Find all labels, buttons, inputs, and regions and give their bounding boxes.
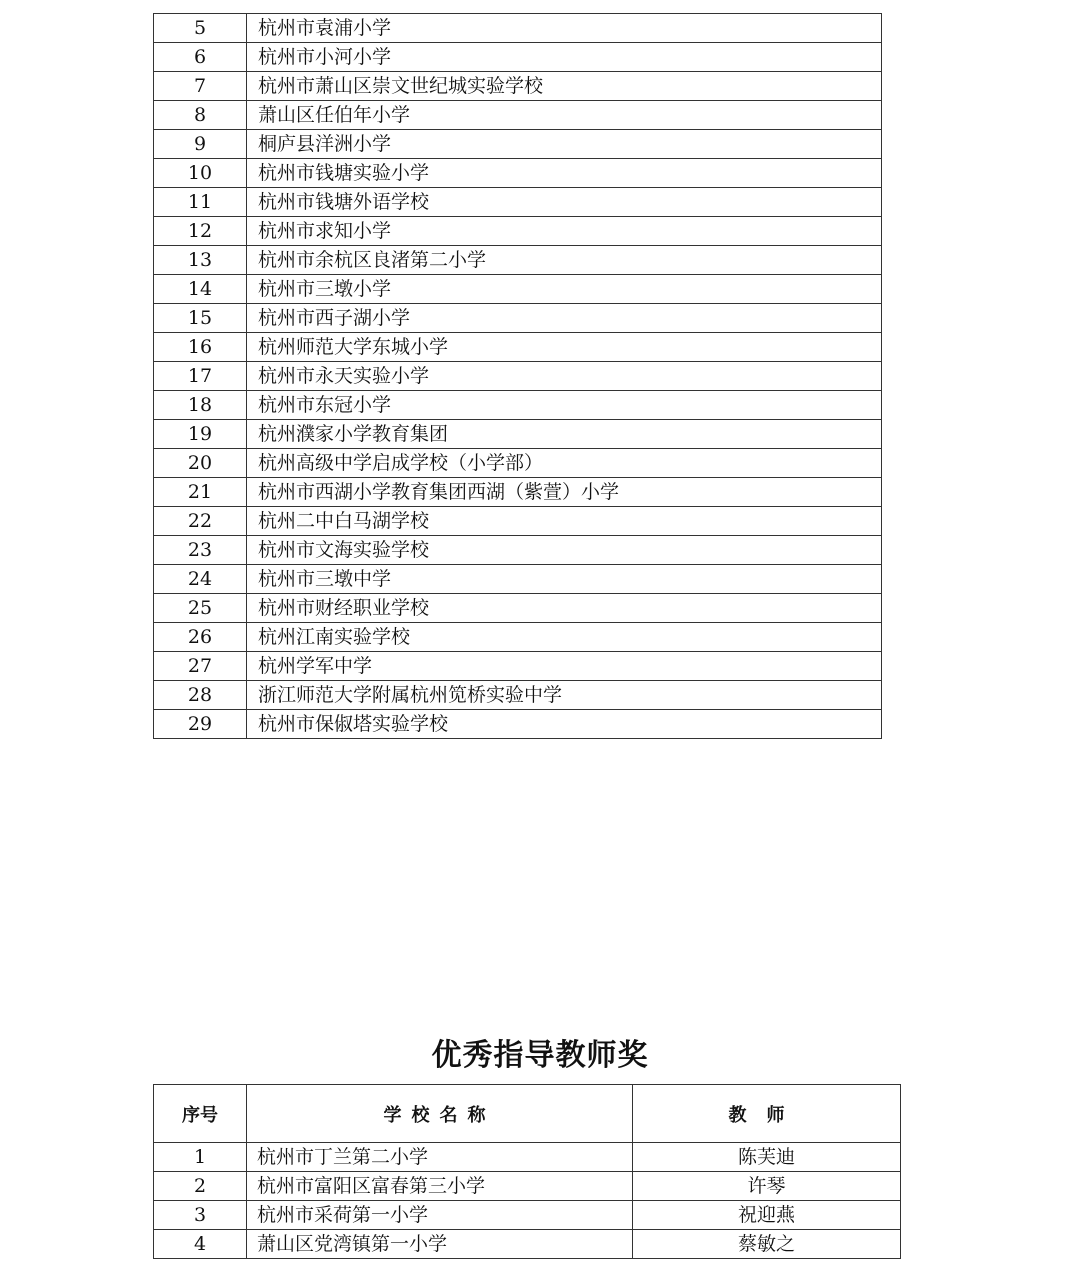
row-number: 18	[154, 391, 247, 420]
school-name: 杭州高级中学启成学校（小学部）	[247, 449, 882, 478]
table-row	[154, 710, 882, 739]
row-number: 1	[154, 1143, 247, 1172]
row-number: 8	[154, 101, 247, 130]
school-name: 浙江师范大学附属杭州笕桥实验中学	[247, 681, 882, 710]
row-number: 29	[154, 710, 247, 739]
row-number: 17	[154, 362, 247, 391]
row-number: 5	[154, 14, 247, 43]
row-number: 27	[154, 652, 247, 681]
row-number: 13	[154, 246, 247, 275]
row-number: 7	[154, 72, 247, 101]
teacher-name: 蔡敏之	[633, 1230, 901, 1259]
school-name: 杭州市萧山区崇文世纪城实验学校	[247, 72, 882, 101]
row-number: 22	[154, 507, 247, 536]
teacher-name: 陈芙迪	[633, 1143, 901, 1172]
teachers-table-body	[154, 1143, 901, 1259]
school-name: 杭州市文海实验学校	[247, 536, 882, 565]
row-number: 15	[154, 304, 247, 333]
school-name: 杭州市富阳区富春第三小学	[247, 1172, 633, 1201]
table-row	[154, 565, 882, 594]
table-row	[154, 304, 882, 333]
table-row	[154, 391, 882, 420]
school-name: 杭州市三墩中学	[247, 565, 882, 594]
school-name: 杭州濮家小学教育集团	[247, 420, 882, 449]
school-name: 杭州市三墩小学	[247, 275, 882, 304]
table-row	[154, 246, 882, 275]
school-name: 杭州市东冠小学	[247, 391, 882, 420]
school-name: 杭州市钱塘外语学校	[247, 188, 882, 217]
row-number: 20	[154, 449, 247, 478]
table-row	[154, 536, 882, 565]
table-row	[154, 449, 882, 478]
row-number: 2	[154, 1172, 247, 1201]
row-number: 21	[154, 478, 247, 507]
header-teacher: 教师	[633, 1085, 901, 1143]
table-row	[154, 1143, 901, 1172]
table-row	[154, 623, 882, 652]
header-num: 序号	[154, 1085, 247, 1143]
school-name: 杭州二中白马湖学校	[247, 507, 882, 536]
table-row	[154, 1172, 901, 1201]
school-name: 杭州市余杭区良渚第二小学	[247, 246, 882, 275]
header-school: 学校名称	[247, 1085, 633, 1143]
row-number: 6	[154, 43, 247, 72]
table-row	[154, 652, 882, 681]
teachers-table	[153, 1084, 901, 1259]
school-name: 杭州市采荷第一小学	[247, 1201, 633, 1230]
table-row	[154, 1230, 901, 1259]
row-number: 10	[154, 159, 247, 188]
table-row	[154, 333, 882, 362]
table-row	[154, 420, 882, 449]
row-number: 14	[154, 275, 247, 304]
row-number: 16	[154, 333, 247, 362]
teacher-name: 许琴	[633, 1172, 901, 1201]
section-title: 优秀指导教师奖	[431, 1038, 649, 1073]
school-name: 杭州市保俶塔实验学校	[247, 710, 882, 739]
table-row	[154, 101, 882, 130]
school-name: 杭州学军中学	[247, 652, 882, 681]
school-name: 萧山区党湾镇第一小学	[247, 1230, 633, 1259]
school-name: 杭州市西湖小学教育集团西湖（紫萱）小学	[247, 478, 882, 507]
school-name: 杭州市袁浦小学	[247, 14, 882, 43]
row-number: 25	[154, 594, 247, 623]
row-number: 24	[154, 565, 247, 594]
table-row	[154, 43, 882, 72]
table-row	[154, 594, 882, 623]
schools-table	[153, 13, 882, 739]
table-row	[154, 478, 882, 507]
header-row	[154, 1085, 901, 1143]
table-row	[154, 217, 882, 246]
table-row	[154, 72, 882, 101]
table-row	[154, 507, 882, 536]
row-number: 9	[154, 130, 247, 159]
table-row	[154, 188, 882, 217]
row-number: 12	[154, 217, 247, 246]
schools-table-body	[154, 14, 882, 739]
table-row	[154, 130, 882, 159]
school-name: 杭州市丁兰第二小学	[247, 1143, 633, 1172]
row-number: 4	[154, 1230, 247, 1259]
row-number: 23	[154, 536, 247, 565]
school-name: 杭州市财经职业学校	[247, 594, 882, 623]
school-name: 杭州师范大学东城小学	[247, 333, 882, 362]
table-row	[154, 14, 882, 43]
table-row	[154, 681, 882, 710]
table-row	[154, 275, 882, 304]
row-number: 3	[154, 1201, 247, 1230]
school-name: 杭州江南实验学校	[247, 623, 882, 652]
table-row	[154, 1201, 901, 1230]
school-name: 杭州市求知小学	[247, 217, 882, 246]
school-name: 杭州市钱塘实验小学	[247, 159, 882, 188]
school-name: 杭州市西子湖小学	[247, 304, 882, 333]
row-number: 11	[154, 188, 247, 217]
teacher-name: 祝迎燕	[633, 1201, 901, 1230]
table-row	[154, 362, 882, 391]
row-number: 26	[154, 623, 247, 652]
table-row	[154, 159, 882, 188]
teachers-table-header	[154, 1085, 901, 1143]
row-number: 19	[154, 420, 247, 449]
school-name: 杭州市永天实验小学	[247, 362, 882, 391]
school-name: 杭州市小河小学	[247, 43, 882, 72]
school-name: 桐庐县洋洲小学	[247, 130, 882, 159]
school-name: 萧山区任伯年小学	[247, 101, 882, 130]
row-number: 28	[154, 681, 247, 710]
